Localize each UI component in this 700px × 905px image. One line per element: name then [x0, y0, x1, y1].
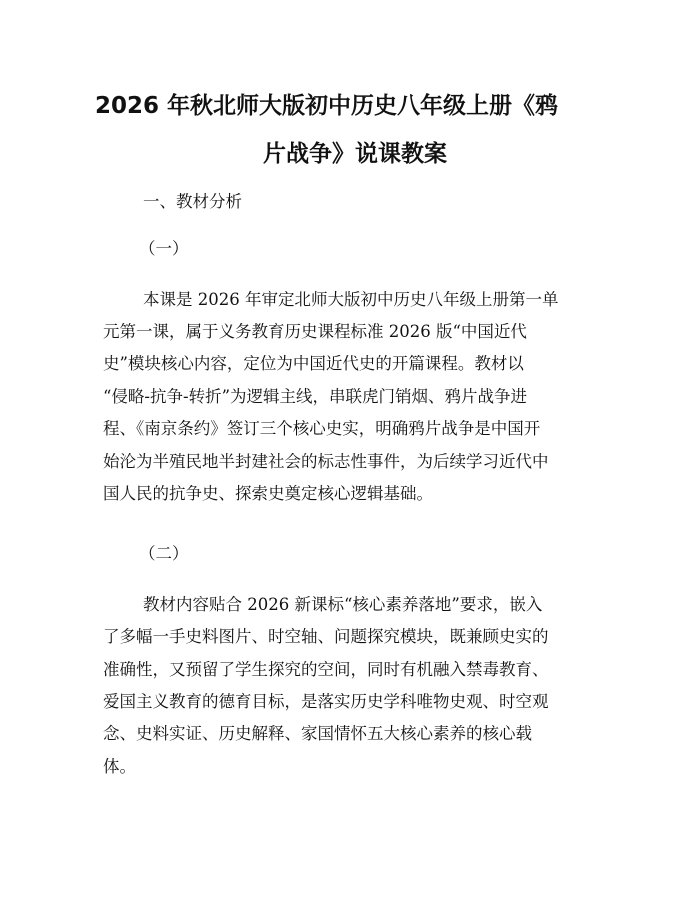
- paragraph-line: 国人民的抗争史、探索史奠定核心逻辑基础。: [103, 484, 433, 503]
- paragraph-line: 爱国主义教育的德育目标，是落实历史学科唯物史观、时空观: [103, 692, 549, 711]
- paragraph-line: 体。: [103, 757, 136, 776]
- paragraph-line: 史”模块核心内容，定位为中国近代史的开篇课程。教材以: [103, 354, 524, 373]
- paragraph-line: 元第一课，属于义务教育历史课程标准 2026 版“中国近代: [103, 322, 527, 341]
- paragraph-line: “侵略-抗争-转折”为逻辑主线，串联虎门销烟、鸦片战争进: [103, 387, 528, 406]
- paragraph-line: 教材内容贴合 2026 新课标“核心素养落地”要求，嵌入: [143, 595, 543, 614]
- subsection-heading-2: （二）: [139, 544, 189, 563]
- paragraph-line: 本课是 2026 年审定北师大版初中历史八年级上册第一单: [143, 290, 559, 309]
- section-heading-textbook-analysis: 一、教材分析: [143, 192, 242, 211]
- paragraph-line: 了多幅一手史料图片、时空轴、问题探究模块，既兼顾史实的: [103, 627, 549, 646]
- subsection-heading-1: （一）: [139, 239, 189, 258]
- paragraph-line: 程、《南京条约》签订三个核心史实，明确鸦片战争是中国开: [103, 419, 541, 438]
- title-line-1: 2026 年秋北师大版初中历史八年级上册《鸦: [95, 93, 559, 119]
- paragraph-line: 准确性，又预留了学生探究的空间，同时有机融入禁毒教育、: [103, 660, 549, 679]
- title-line-2: 片战争》说课教案: [263, 141, 447, 167]
- document-title: [95, 82, 615, 178]
- paragraph-line: 念、史料实证、历史解释、家国情怀五大核心素养的核心载: [103, 724, 532, 743]
- paragraph-line: 始沦为半殖民地半封建社会的标志性事件，为后续学习近代中: [103, 452, 549, 471]
